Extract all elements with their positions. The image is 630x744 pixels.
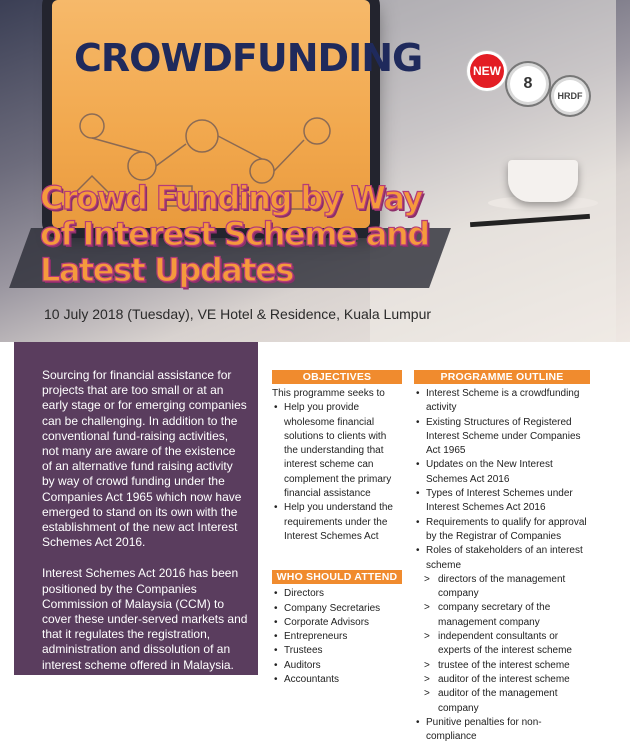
list-item: • Requirements to qualify for approval by the Registrar of Companies [414, 516, 590, 545]
sub-list-item: > directors of the management company [414, 573, 590, 602]
objectives-heading: OBJECTIVES [272, 370, 402, 384]
list-item: • Directors [272, 587, 402, 601]
sub-list-item: > auditor of the interest scheme [414, 673, 590, 687]
list-item: • Punitive penalties for non-compliance [414, 716, 590, 744]
cpe-hours-badge: 8 [510, 66, 546, 102]
objectives-intro: This programme seeks to [272, 388, 385, 399]
list-item: • Updates on the New Interest Schemes Act 2016 [414, 458, 590, 487]
sub-list-item: > company secretary of the management company [414, 601, 590, 630]
page-title [40, 180, 470, 288]
list-item: • Existing Structures of Registered Interest Scheme under Companies Act 1965 [414, 416, 590, 459]
list-item: • Trustees [272, 644, 402, 658]
programme-outline-heading: PROGRAMME OUTLINE [414, 370, 590, 384]
right-column [414, 370, 590, 744]
sub-list-item: > auditor of the management company [414, 687, 590, 716]
list-item: • Help you understand the requirements under the Interest Schemes Act [272, 501, 402, 544]
intro-text [42, 368, 248, 689]
list-item: • Roles of stakeholders of an interest scheme [414, 544, 590, 573]
list-item: • Types of Interest Schemes under Interest Schemes Act 2016 [414, 487, 590, 516]
who-should-attend-heading: WHO SHOULD ATTEND [272, 570, 402, 584]
list-item: • Help you provide wholesome financial solutions to clients with the understanding that interest scheme can complement the primary financial assistance [272, 401, 402, 501]
objectives-body [272, 387, 402, 544]
hrdf-claimable-badge: HRDF [554, 80, 586, 112]
intro-paragraph: Interest Schemes Act 2016 has been positioned by the Companies Commission of Malaysia (CCM) to cover these under-served markets and that it regulates the registration, administration and dissolution of an interest scheme offered in Malaysia. [42, 566, 248, 672]
sub-list-item: > trustee of the interest scheme [414, 659, 590, 673]
hero-banner [0, 0, 630, 342]
list-item: • Auditors [272, 659, 402, 673]
list-item: • Corporate Advisors [272, 616, 402, 630]
coffee-cup [508, 160, 578, 202]
title-line: Latest Updates [40, 251, 293, 289]
sub-list-item: > independent consultants or experts of the interest scheme [414, 630, 590, 659]
list-item: • Accountants [272, 673, 402, 687]
middle-column [272, 370, 402, 687]
outline-body [414, 387, 590, 744]
attend-body [272, 587, 402, 687]
list-item: • Entrepreneurs [272, 630, 402, 644]
date-location: 10 July 2018 (Tuesday), VE Hotel & Residence, Kuala Lumpur [44, 306, 432, 322]
intro-paragraph: Sourcing for financial assistance for projects that are too small or at an early stage or for emerging companies can be challenging. In addition to the conventional fund-raising activities, not many are aware of the existence of an alternative fund raising activity by way of crowd funding under the Companies Act 1965 which now have emerged to stand on its own with the establishment of the new act Interest Schemes Act 2016. [42, 368, 247, 550]
list-item: • Company Secretaries [272, 602, 402, 616]
latest-programme-badge: NEW [470, 54, 504, 88]
title-line: of Interest Scheme and [40, 215, 429, 253]
screen-heading: CROWDFUNDING [74, 36, 423, 80]
title-line: Crowd Funding by Way [40, 179, 422, 217]
list-item: • Interest Scheme is a crowdfunding activity [414, 387, 590, 416]
